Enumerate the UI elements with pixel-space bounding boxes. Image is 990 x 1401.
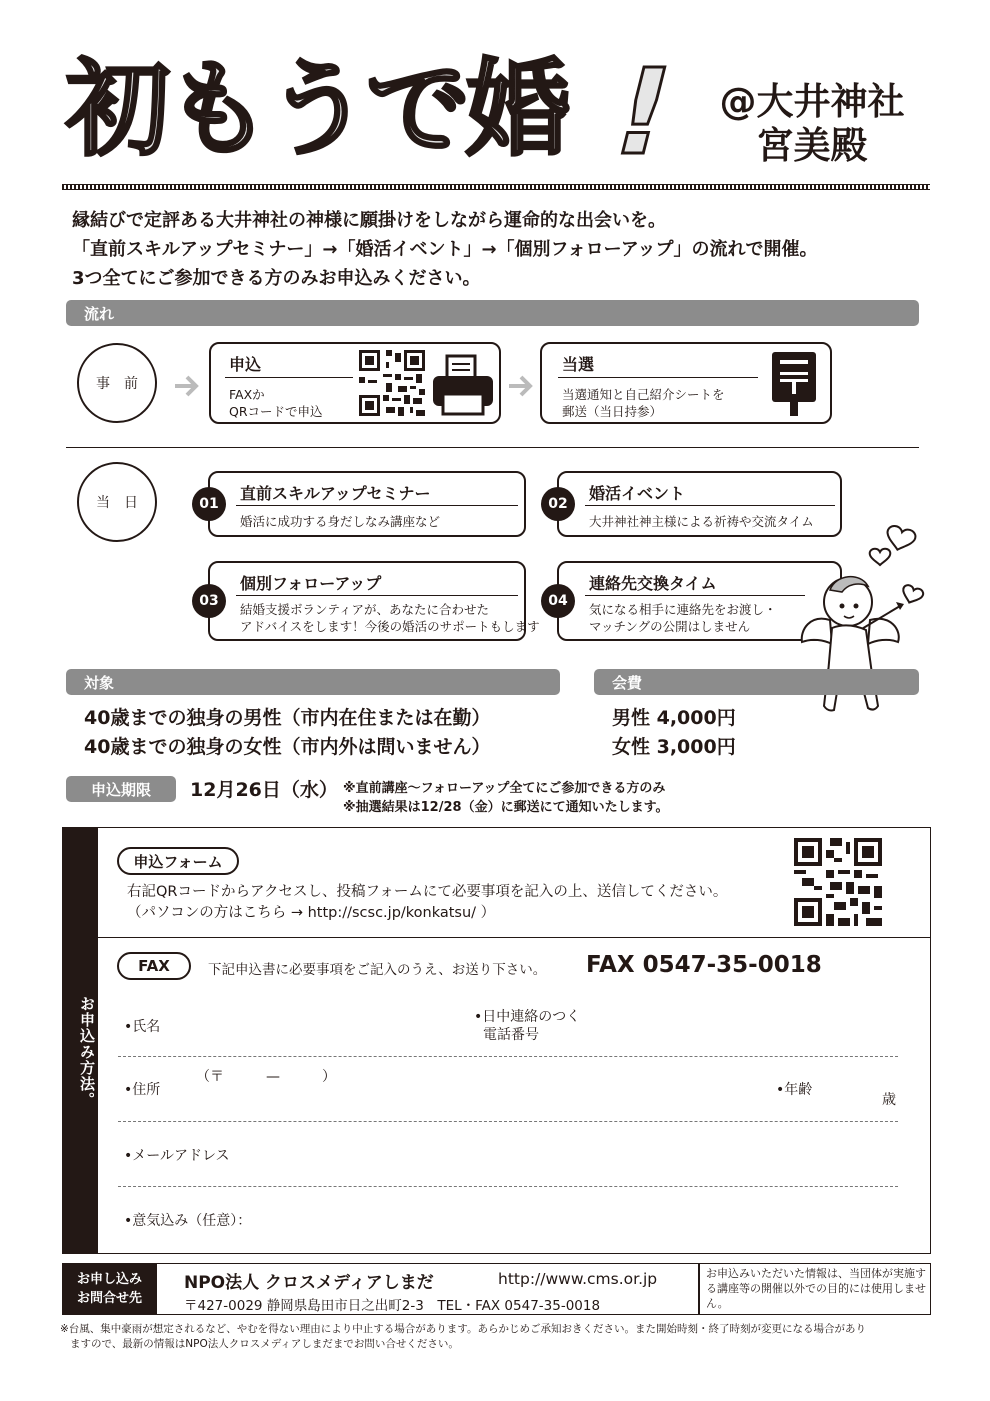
apply-box — [209, 342, 501, 424]
fee-line2: 女性 3,000円 — [612, 736, 736, 758]
phone-label — [474, 1008, 580, 1044]
step-box-03 — [208, 561, 540, 641]
application-divider — [98, 937, 931, 938]
form-pill: 申込フォーム — [117, 847, 239, 875]
step-number-badge: 04 — [541, 584, 575, 618]
step-title: 連絡先交換タイム — [589, 574, 717, 593]
form-instructions — [127, 882, 727, 924]
contact-address: 〒427-0029 静岡県島田市日之出町2-3 TEL・FAX 0547-35-0018 — [184, 1298, 601, 1314]
target-line1: 40歳までの独身の男性（市内在住または在勤） — [84, 707, 491, 729]
qr-code-icon — [359, 350, 425, 416]
fax-number: FAX 0547-35-0018 — [586, 952, 822, 978]
age-label: •年齢 — [776, 1082, 813, 1098]
target-text — [84, 704, 490, 762]
target-line2: 40歳までの独身の女性（市内外は問いません） — [84, 736, 491, 758]
win-line2: 郵送（当日持参） — [562, 404, 663, 419]
win-rule — [558, 377, 758, 378]
step-line1: 気になる相手に連絡先をお渡し・ — [589, 602, 777, 617]
deadline-label — [66, 776, 176, 802]
name-field-line[interactable] — [118, 1056, 898, 1057]
deadline-note1: ※直前講座〜フォローアップ全てにご参加できる方のみ — [343, 781, 666, 796]
step-rule — [585, 595, 805, 596]
email-label: •メールアドレス — [124, 1148, 230, 1164]
deadline-label-text: 申込期限 — [90, 780, 151, 799]
step-line1: 婚活に成功する身だしなみ講座など — [240, 514, 441, 529]
form-line2[interactable]: （パソコンの方はこちら → http://scsc.jp/konkatsu/ ） — [127, 905, 496, 921]
address-label: •住所 — [124, 1082, 161, 1098]
step-body — [240, 513, 440, 530]
win-title: 当選 — [562, 355, 595, 374]
venue-line1: @大井神社 — [719, 80, 905, 123]
address-field-line[interactable] — [118, 1121, 898, 1122]
venue-title — [692, 80, 932, 169]
deadline-notes — [343, 779, 669, 817]
fee-section-bar — [594, 669, 919, 695]
name-label: •氏名 — [124, 1019, 161, 1035]
footnote-line2: ますので、最新の情報はNPO法人クロスメディアしまだまでお問い合せください。 — [70, 1338, 459, 1350]
step-number-badge: 02 — [541, 487, 575, 521]
contact-side-line2: お問合せ先 — [76, 1291, 142, 1306]
step-number-badge: 03 — [192, 584, 226, 618]
postbox-icon — [770, 350, 818, 418]
step-title: 直前スキルアップセミナー — [240, 484, 431, 503]
win-line1: 当選通知と自己紹介シートを — [562, 387, 725, 402]
fax-machine-icon — [431, 354, 495, 416]
venue-line2: 宮美殿 — [756, 124, 868, 168]
step-body — [589, 601, 777, 635]
win-box — [540, 342, 832, 424]
postal-code: （〒 — ） — [196, 1069, 336, 1085]
phone-label-line2: 電話番号 — [483, 1027, 539, 1043]
fee-text — [612, 704, 736, 762]
email-field-line[interactable] — [118, 1186, 898, 1187]
contact-org: NPO法人 クロスメディアしまだ — [184, 1273, 434, 1293]
footnote-line1: ※台風、集中豪雨が想定されるなど、やむを得ない理由により中止する場合があります。あらかじめご承知おきください。また開始時刻・終了時刻が変更になる場合があり — [60, 1323, 866, 1335]
title-exclamation: ! — [599, 43, 688, 181]
step-number-badge: 01 — [192, 487, 226, 521]
intro-text — [72, 206, 932, 293]
page-title: 初もうで婚 — [66, 48, 567, 170]
motivation-label: •意気込み（任意）： — [124, 1213, 252, 1229]
contact-divider — [698, 1263, 700, 1315]
cupid-illustration — [800, 520, 930, 730]
step-title: 個別フォローアップ — [240, 574, 382, 593]
deadline-date: 12月26日（水） — [190, 779, 338, 801]
flow-bar-label: 流れ — [84, 304, 115, 323]
contact-side-label — [62, 1263, 157, 1315]
qr-code-icon[interactable] — [794, 838, 882, 926]
contact-side-line1: お申し込み — [76, 1272, 142, 1287]
intro-line: 縁結びで定評ある大井神社の神様に願掛けをしながら運命的な出会いを。 — [72, 210, 666, 231]
day-label: 当日 — [96, 495, 152, 511]
before-circle — [77, 343, 157, 423]
day-circle — [77, 462, 157, 542]
step-line1: 大井神社神主様による祈祷や交流タイム — [589, 514, 814, 529]
intro-line: 「直前スキルアップセミナー」→「婚活イベント」→「個別フォローアップ」の流れで開催。 — [72, 239, 818, 260]
before-label: 事前 — [96, 376, 152, 392]
phone-label-line1: •日中連絡のつく — [474, 1009, 581, 1025]
step-rule — [236, 505, 518, 506]
footnote — [60, 1322, 932, 1352]
fax-instruction: 下記申込書に必要事項をご記入のうえ、お送り下さい。 — [208, 962, 547, 978]
application-side-label: お申込み方法。 — [62, 827, 98, 1254]
fee-line1: 男性 4,000円 — [612, 707, 736, 729]
fee-bar-label: 会費 — [612, 673, 643, 692]
step-line2: マッチングの公開はしません — [589, 619, 751, 634]
flow-section-bar — [66, 300, 919, 326]
step-line2: アドバイスをします！今後の婚活のサポートもします — [240, 619, 540, 634]
target-section-bar — [66, 669, 560, 695]
deadline-note2: ※抽選結果は12/28（金）に郵送にて通知いたします。 — [343, 800, 669, 815]
fax-pill: FAX — [117, 952, 191, 980]
apply-body — [229, 386, 323, 420]
arrow-right-icon — [173, 374, 201, 398]
apply-rule — [225, 377, 353, 378]
intro-line: 3つ全てにご参加できる方のみお申込みください。 — [72, 268, 481, 289]
apply-line2: QRコードで申込 — [229, 404, 323, 419]
apply-line1: FAXか — [229, 387, 265, 402]
flow-divider — [66, 447, 919, 448]
title-divider — [62, 184, 930, 190]
step-rule — [585, 505, 835, 506]
step-body — [240, 601, 540, 635]
form-line1: 右記QRコードからアクセスし、投稿フォームにて必要事項を記入の上、送信してください。 — [127, 884, 728, 900]
step-line1: 結婚支援ボランティアが、あなたに合わせた — [240, 602, 490, 617]
target-bar-label: 対象 — [84, 673, 115, 692]
privacy-note: お申込みいただいた情報は、当団体が実施する講座等の開催以外での目的には使用しません。 — [706, 1267, 926, 1310]
apply-title: 申込 — [229, 355, 262, 374]
age-unit: 歳 — [882, 1092, 896, 1108]
arrow-right-icon — [507, 374, 535, 398]
step-body — [589, 513, 814, 530]
step-box-01 — [208, 471, 526, 537]
contact-url[interactable]: http://www.cms.or.jp — [498, 1270, 658, 1288]
win-body — [562, 386, 725, 420]
step-title: 婚活イベント — [589, 484, 686, 503]
step-rule — [236, 595, 518, 596]
